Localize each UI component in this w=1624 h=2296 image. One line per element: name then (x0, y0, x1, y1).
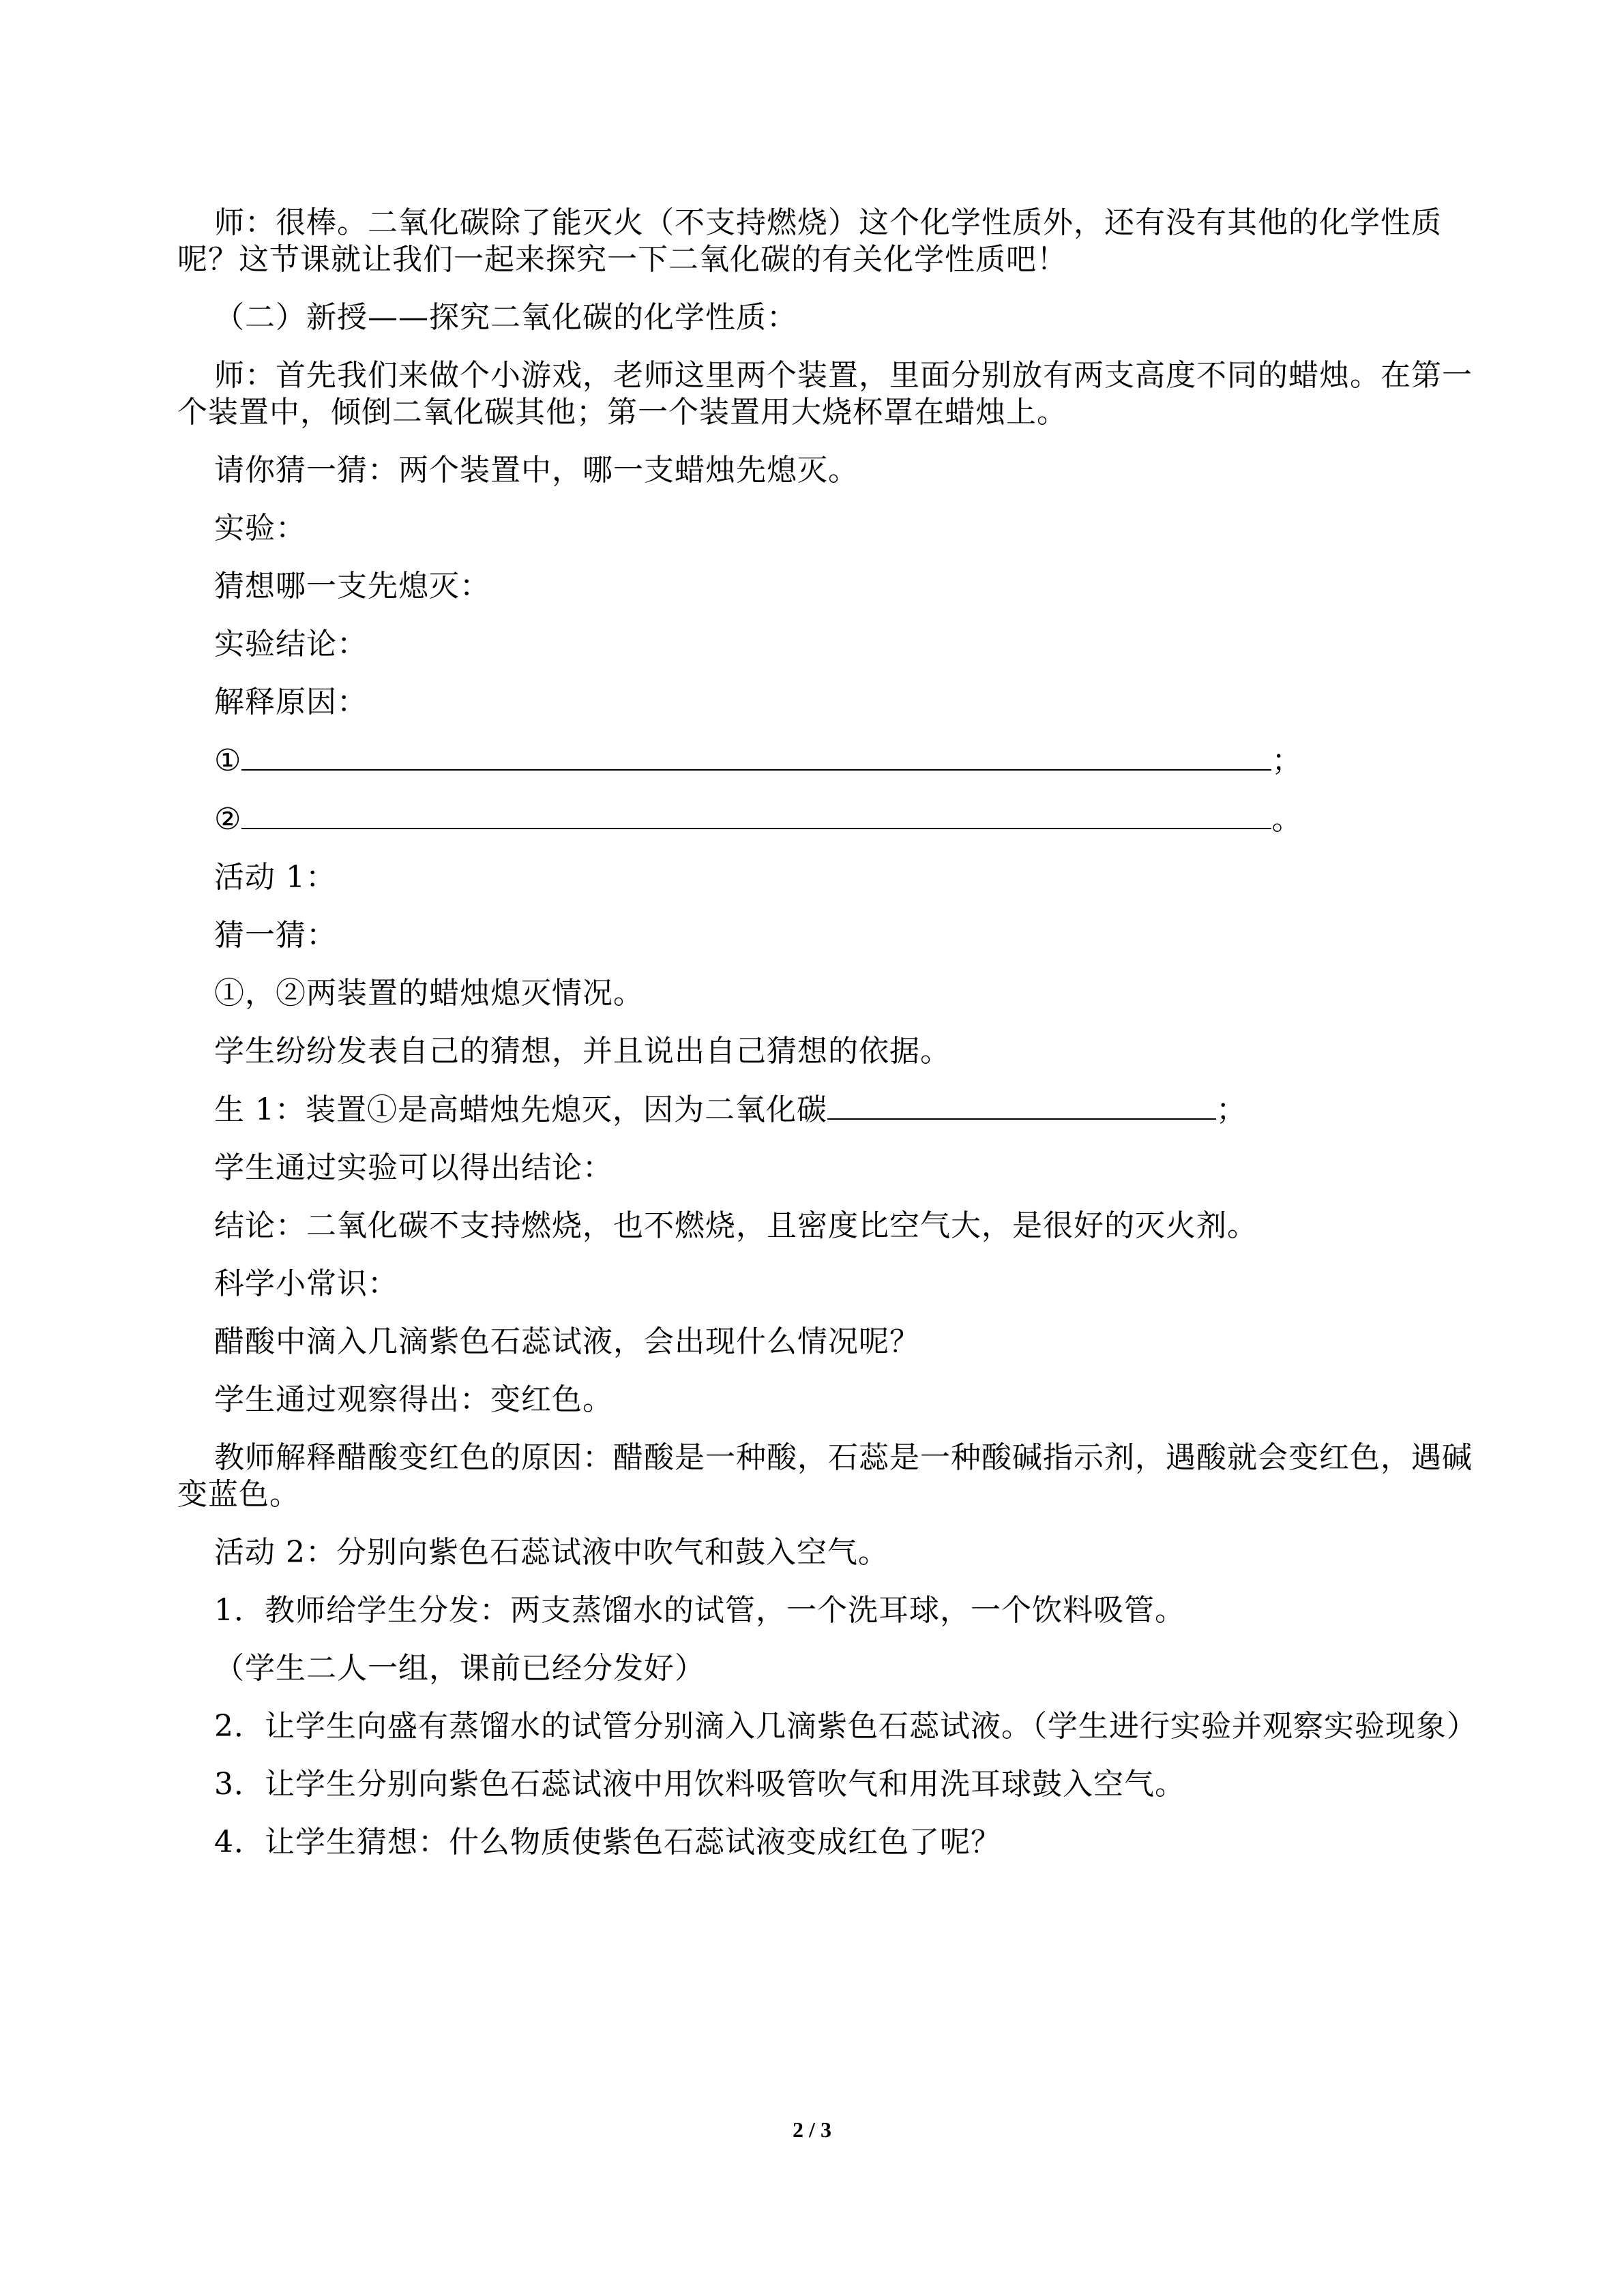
paragraph-observation: 学生通过观察得出：变红色。 (214, 1382, 613, 1417)
paragraph-section-title: （二）新授——探究二氧化碳的化学性质： (214, 300, 797, 335)
student-1-end: ； (1215, 1092, 1247, 1127)
paragraph-activity-2: 活动 2：分别向紫色石蕊试液中吹气和鼓入空气。 (214, 1535, 889, 1570)
paragraph-step-2: 2．让学生向盛有蒸馏水的试管分别滴入几滴紫色石蕊试液。（学生进行实验并观察实验现象） (214, 1709, 1477, 1744)
paragraph-science-tip: 科学小常识： (214, 1266, 398, 1301)
paragraph-step-4: 4．让学生猜想：什么物质使紫色石蕊试液变成红色了呢？ (214, 1825, 1001, 1860)
answer-blank-1 (241, 742, 1271, 771)
paragraph-conclusion-label: 实验结论： (214, 627, 368, 661)
paragraph-students-guess: 学生纷纷发表自己的猜想，并且说出自己猜想的依据。 (214, 1034, 951, 1069)
answer-blank-3 (827, 1091, 1216, 1120)
paragraph-experiment-label: 实验： (214, 511, 306, 546)
paragraph-students-conclude: 学生通过实验可以得出结论： (214, 1150, 613, 1185)
paragraph-step-3: 3．让学生分别向紫色石蕊试液中用饮料吸管吹气和用洗耳球鼓入空气。 (214, 1767, 1185, 1802)
paragraph-activity-1: 活动 1： (214, 860, 336, 895)
paragraph-game-intro: 师：首先我们来做个小游戏，老师这里两个装置，里面分别放有两支高度不同的蜡烛。在第一个装置中，倾倒二氧化碳其他；第一个装置用大烧杯罩在蜡烛上。 (177, 358, 1473, 430)
paragraph-teacher-intro: 师：很棒。二氧化碳除了能灭火（不支持燃烧）这个化学性质外，还有没有其他的化学性质呢？这节课就让我们一起来探究一下二氧化碳的有关化学性质吧！ (177, 205, 1442, 277)
reason-end-2: 。 (1271, 802, 1303, 837)
paragraph-teacher-explain: 教师解释醋酸变红色的原因：醋酸是一种酸，石蕊是一种酸碱指示剂，遇酸就会变红色，遇碱变蓝色。 (177, 1440, 1473, 1512)
paragraph-reason-label: 解释原因： (214, 685, 368, 719)
paragraph-step-1-note: （学生二人一组，课前已经分发好） (214, 1651, 705, 1686)
paragraph-step-1: 1．教师给学生分发：两支蒸馏水的试管，一个洗耳球，一个饮料吸管。 (214, 1593, 1185, 1628)
paragraph-guess-label: 猜一猜： (214, 918, 337, 953)
student-1-text: 生 1：装置①是高蜡烛先熄灭，因为二氧化碳 (214, 1092, 827, 1127)
paragraph-guess-which: 猜想哪一支先熄灭： (214, 569, 490, 603)
page-number: 2 / 3 (793, 2117, 831, 2142)
paragraph-vinegar-question: 醋酸中滴入几滴紫色石蕊试液，会出现什么情况呢？ (214, 1324, 920, 1359)
paragraph-conclusion: 结论：二氧化碳不支持燃烧，也不燃烧，且密度比空气大，是很好的灭火剂。 (214, 1208, 1258, 1243)
paragraph-guess-prompt: 请你猜一猜：两个装置中，哪一支蜡烛先熄灭。 (214, 453, 859, 488)
reason-line-1 (177, 742, 1487, 779)
paragraph-student-1 (177, 1091, 1487, 1129)
reason-end-1: ； (1271, 743, 1303, 778)
answer-blank-2 (241, 801, 1271, 829)
reason-mark-2: ② (214, 802, 242, 837)
paragraph-two-devices: ①，②两装置的蜡烛熄灭情况。 (214, 976, 644, 1011)
reason-mark-1: ① (214, 743, 242, 778)
reason-line-2 (177, 801, 1487, 838)
document-body (177, 205, 1487, 1882)
